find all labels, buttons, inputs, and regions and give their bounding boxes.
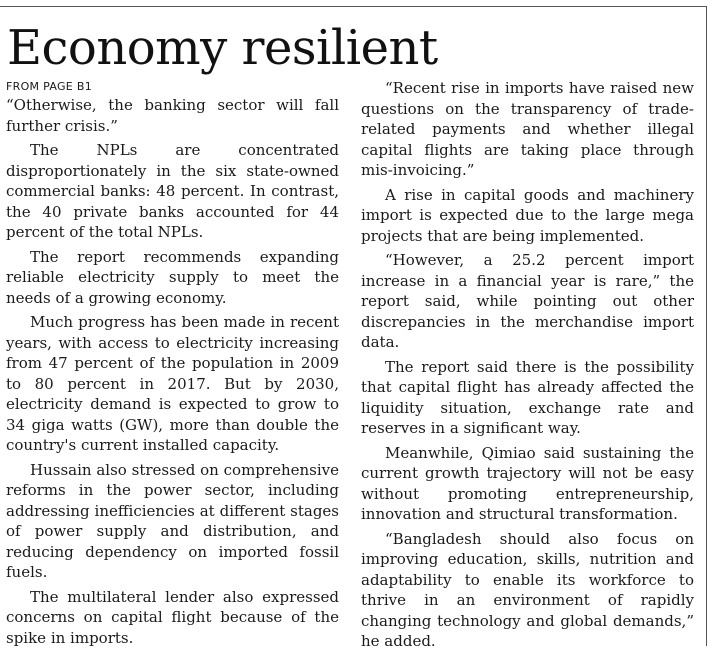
article-headline: Economy resilient: [7, 20, 438, 76]
paragraph: “Bangladesh should also focus on improving education, skills, nutrition and adaptability to enable its workforce to thrive in an environment of rapidly changing technology and global demands,” he added.: [361, 529, 694, 650]
right-border-rule: [706, 6, 707, 646]
paragraph: Hussain also stressed on comprehensive reforms in the power sector, including addressing inefficiencies at different stages of power supply and distribution, and reducing dependency on imported fossil fuels.: [6, 460, 339, 581]
article-column-left: [6, 80, 339, 652]
paragraph: The multilateral lender also expressed concerns on capital flight because of the spike in imports.: [6, 587, 339, 647]
top-border-rule: [0, 6, 706, 7]
paragraph: Meanwhile, Qimiao said sustaining the current growth trajectory will not be easy without promoting entrepreneurship, innovation and structural transformation.: [361, 443, 694, 523]
paragraph: Much progress has been made in recent years, with access to electricity increasing from 47 percent of the population in 2009 to 80 percent in 2017. But by 2030, electricity demand is expected to grow to 34 giga watts (GW), more than double the country's current installed capacity.: [6, 313, 339, 454]
paragraph: “Recent rise in imports have raised new questions on the transparency of trade-related payments and whether illegal capital flights are taking place through mis-invoicing.”: [361, 79, 694, 179]
paragraph: The NPLs are concentrated disproportionately in the six state-owned commercial banks: 48 percent. In contrast, the 40 private banks accounted for 44 percent of the total NPLs.: [6, 141, 339, 241]
paragraph: A rise in capital goods and machinery import is expected due to the large mega projects that are being implemented.: [361, 185, 694, 245]
paragraph: “Otherwise, the banking sector will fall further crisis.”: [6, 96, 339, 135]
article-column-right: [361, 78, 694, 656]
dateline: FROM PAGE B1: [6, 80, 92, 93]
paragraph: The report said there is the possibility that capital flight has already affected the liquidity situation, exchange rate and reserves in a significant way.: [361, 357, 694, 437]
paragraph: The report recommends expanding reliable electricity supply to meet the needs of a growing economy.: [6, 247, 339, 307]
paragraph: “However, a 25.2 percent import increase in a financial year is rare,” the report said, while pointing out other discrepancies in the merchandise import data.: [361, 251, 694, 351]
